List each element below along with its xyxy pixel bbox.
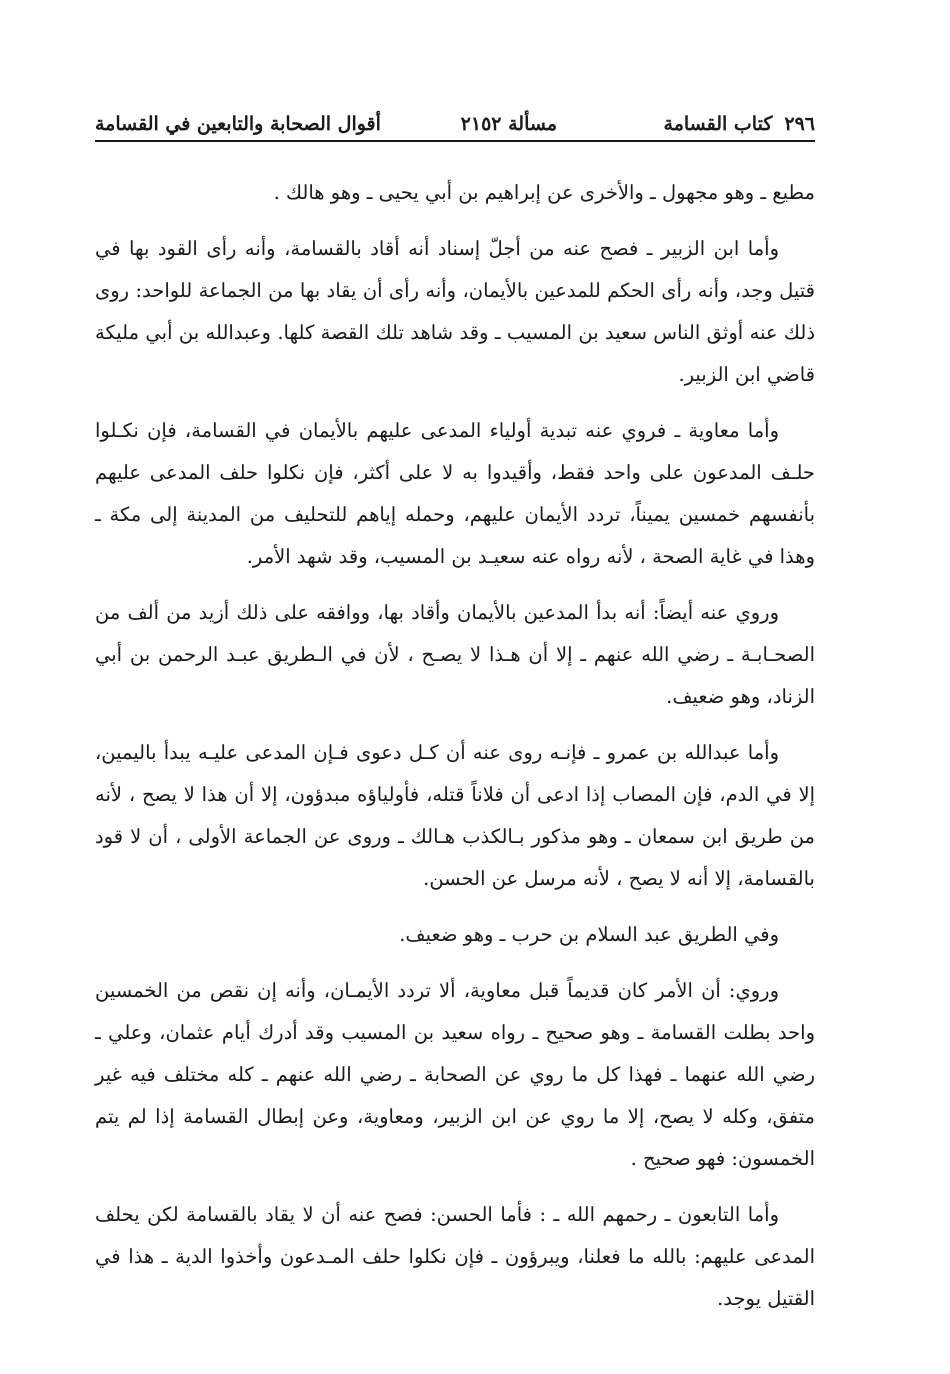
paragraph-1: مطيع ـ وهو مجهول ـ والأخرى عن إبراهيم بن أبي يحيى ـ وهو هالك . xyxy=(273,181,815,204)
page-number: ٢٩٦ xyxy=(784,113,815,135)
paragraph-3: وأما معاوية ـ فروي عنه تبدية أولياء المدعى عليهم بالأيمان في القسامة، فإن نكـلوا حلـف المدعون على واحد فقط، وأقيدوا به لا على أكثر، فإن نكلوا حلف المدعى عليهم بأنفسهم خمسين يميناً، تردد الأيمان عليهم، وحمله إياهم للتحليف من المدينة إلى مكة ـ وهذا في غاية الصحة ، لأنه رواه عنه سعيـد بن المسيب، وقد شهد الأمر. xyxy=(95,419,815,568)
section-title: أقوال الصحابة والتابعين في القسامة xyxy=(95,113,381,135)
paragraph-6: وفي الطريق عبد السلام بن حرب ـ وهو ضعيف. xyxy=(399,923,779,946)
issue-number: مسألة ٢١٥٢ xyxy=(460,113,557,135)
paragraph-2: وأما ابن الزبير ـ فصح عنه من أجلّ إسناد أنه أقاد بالقسامة، وأنه رأى القود بها في قتيل وجد، وأنه رأى الحكم للمدعين بالأيمان، وأنه رأى أن يقاد بها من الجماعة للواحد: روى ذلك عنه أوثق الناس سعيد بن المسيب ـ وقد شاهد تلك القصة كلها. وعبدالله بن أبي مليكة قاضي ابن الزبير. xyxy=(95,237,815,386)
body-text xyxy=(95,172,815,1320)
paragraph-5: وأما عبدالله بن عمرو ـ فإنـه روى عنه أن كـل دعوى فـإن المدعى عليـه يبدأ باليمين، إلا في الدم، فإن المصاب إذا ادعى أن فلاناً قتله، فأولياؤه مبدؤون، إلا أن هذا لا يصح ، لأنه من طريق ابن سمعان ـ وهو مذكور بـالكذب هـالك ـ وروى عن الجماعة الأولى ، أن لا قود بالقسامة، إلا أنه لا يصح ، لأنه مرسل عن الحسن. xyxy=(95,741,815,890)
header-right xyxy=(664,108,815,140)
running-header xyxy=(95,108,815,142)
paragraph-8: وأما التابعون ـ رحمهم الله ـ : فأما الحسن: فصح عنه أن لا يقاد بالقسامة لكن يحلف المدعى عليهم: بالله ما فعلنا، ويبرؤون ـ فإن نكلوا حلف المـدعون وأخذوا الدية ـ هذا في القتيل يوجد. xyxy=(95,1203,815,1310)
book-title: كتاب القسامة xyxy=(663,113,773,135)
book-page xyxy=(95,108,815,1334)
paragraph-4: وروي عنه أيضاً: أنه بدأ المدعين بالأيمان وأقاد بها، ووافقه على ذلك أزيد من ألف من الصحـابـة ـ رضي الله عنهم ـ إلا أن هـذا لا يصـح ، لأن في الـطريق عبـد الرحمن بن أبي الزناد، وهو ضعيف. xyxy=(95,601,815,708)
paragraph-7: وروي: أن الأمر كان قديماً قبل معاوية، ألا تردد الأيمـان، وأنه إن نقص من الخمسين واحد بطلت القسامة ـ وهو صحيح ـ رواه سعيد بن المسيب وقد أدرك أيام عثمان، وعلي ـ رضي الله عنهما ـ فهذا كل ما روي عن الصحابة ـ رضي الله عنهم ـ كله مختلف فيه غير متفق، وكله لا يصح، إلا ما روي عن ابن الزبير، ومعاوية، وعن إبطال القسامة إذا لم يتم الخمسون: فهو صحيح . xyxy=(95,979,815,1170)
